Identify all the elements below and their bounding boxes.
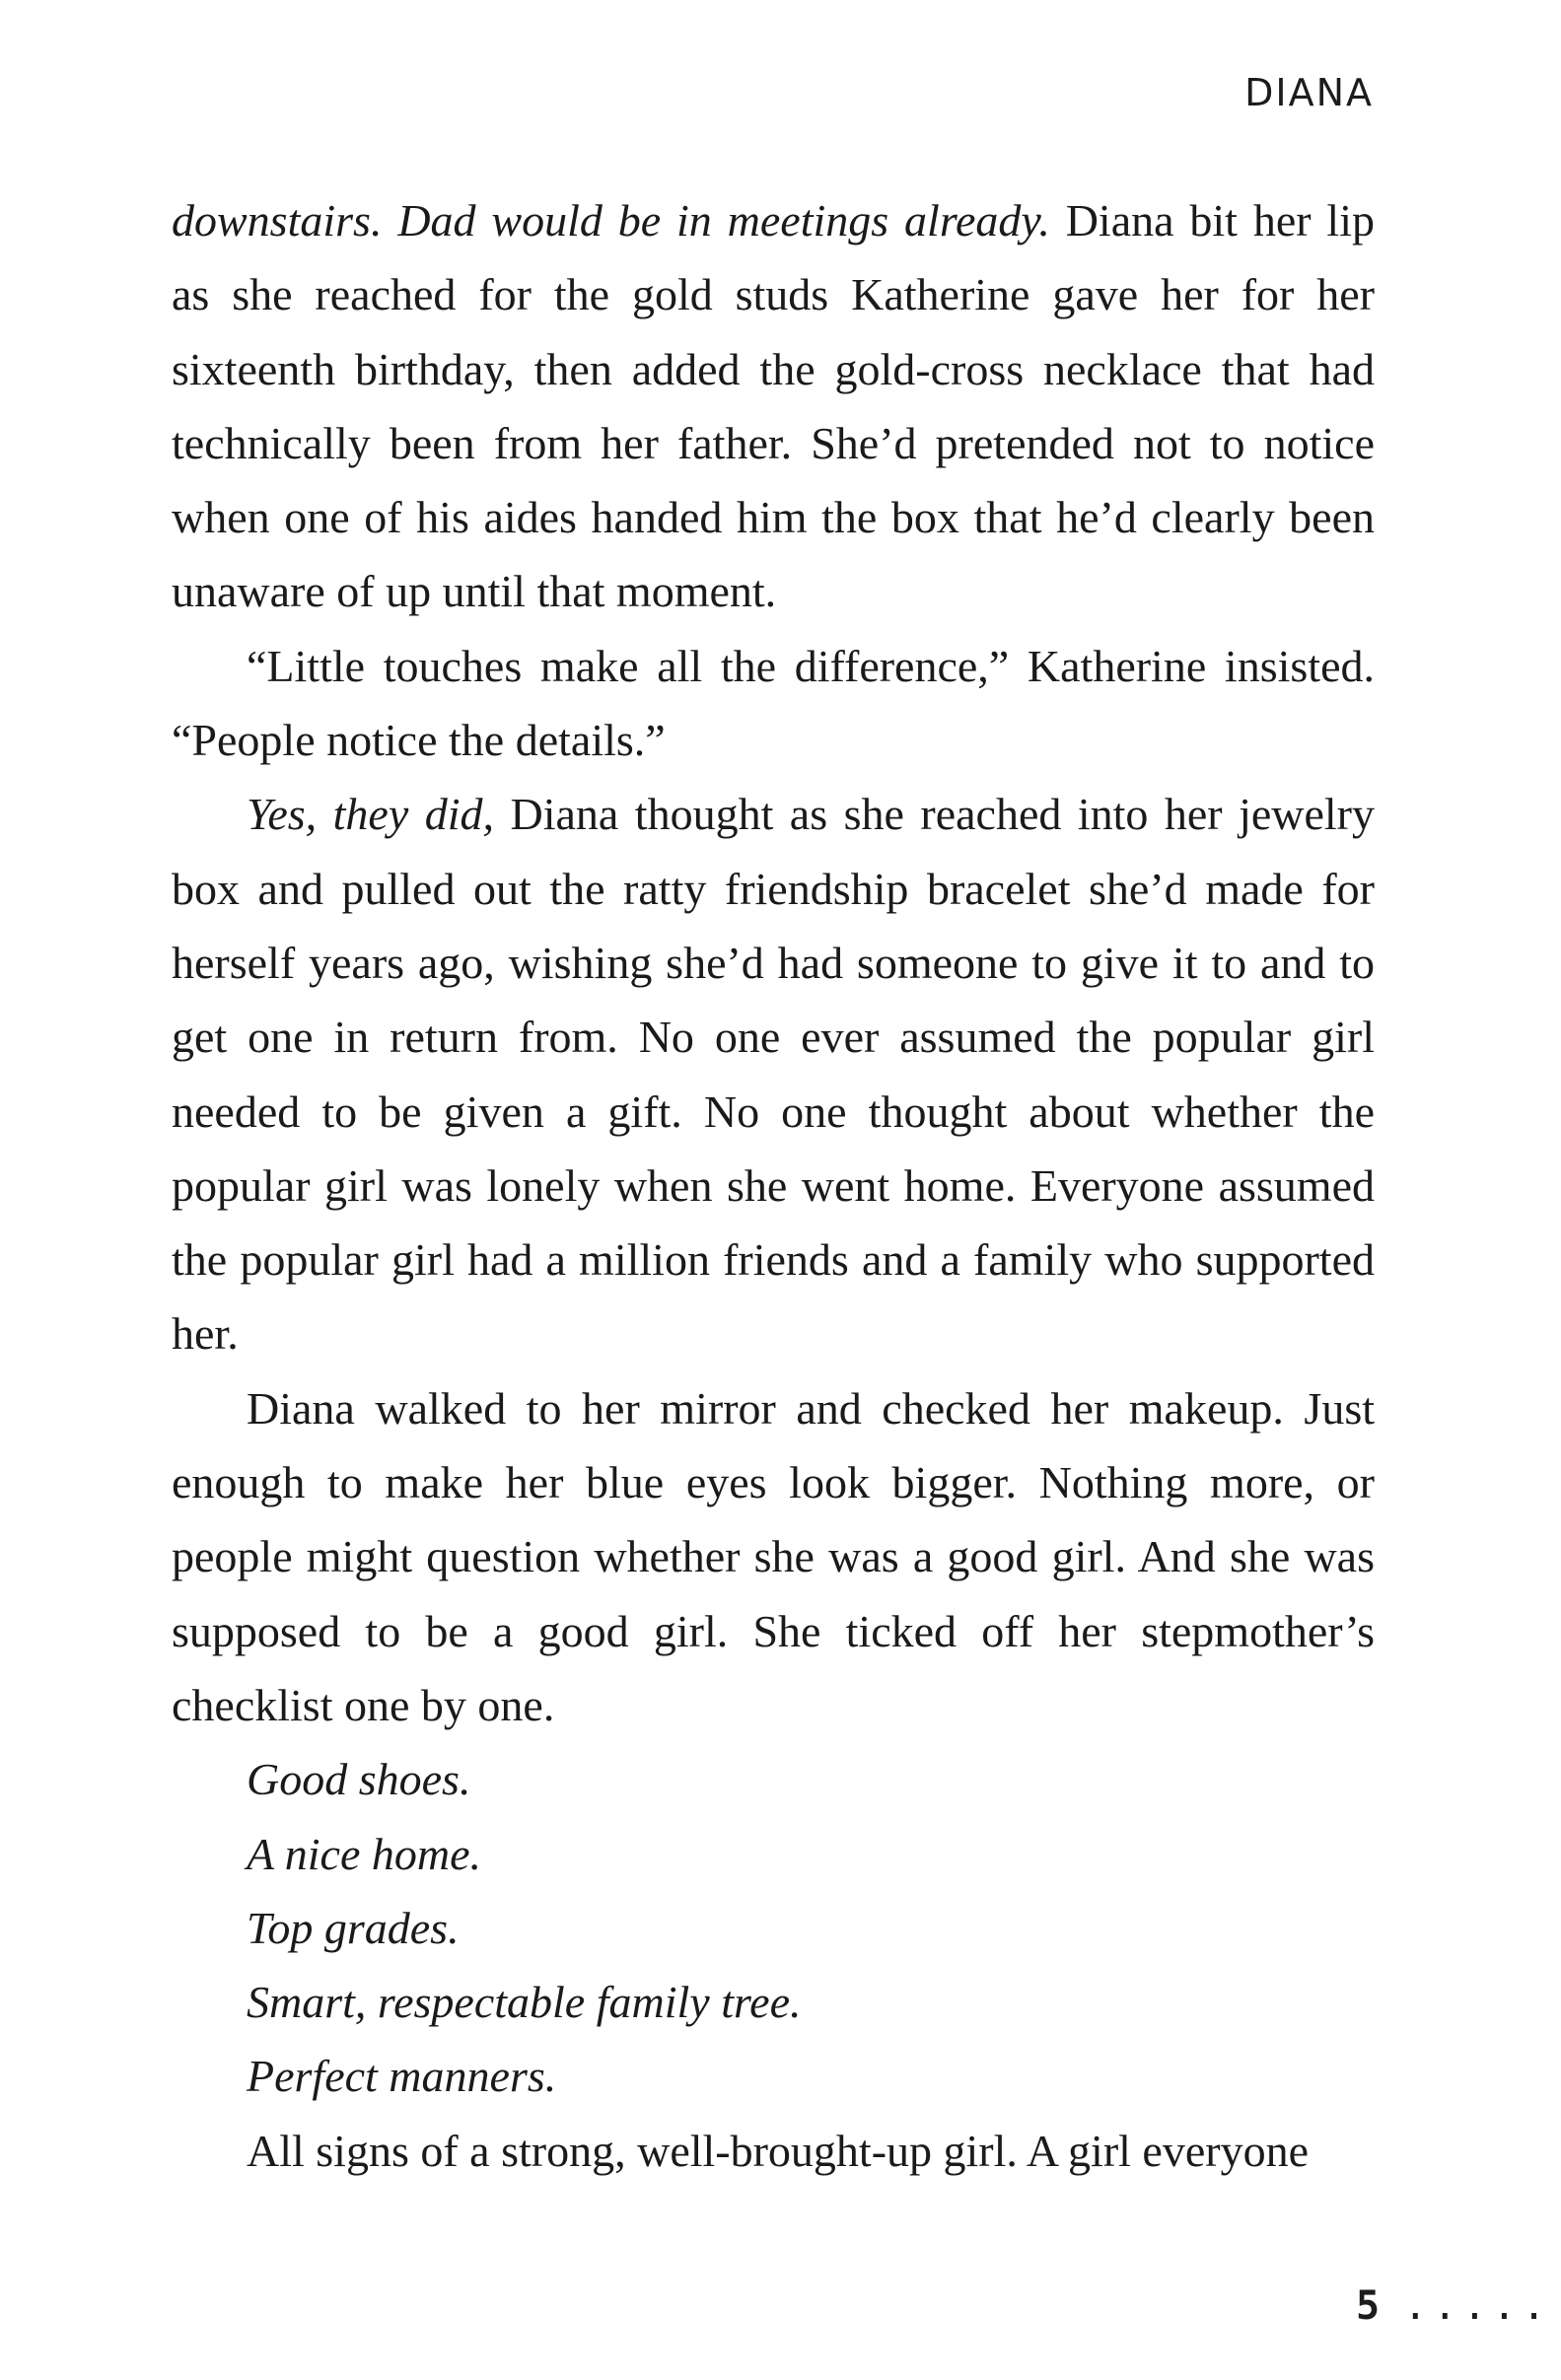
page-number: 5: [1356, 2283, 1381, 2329]
checklist-item: Top grades.: [247, 1902, 460, 1953]
running-head: DIANA: [1244, 71, 1374, 114]
paragraph-1: [172, 183, 1375, 629]
checklist-item: Smart, respectable family tree.: [247, 1977, 802, 2028]
footer-dots: .....: [1403, 2283, 1552, 2329]
paragraph-1-italic: downstairs. Dad would be in meetings already.: [172, 195, 1050, 245]
paragraph-3-italic: Yes, they did,: [247, 789, 495, 840]
checklist-item: Good shoes.: [247, 1754, 471, 1805]
paragraph-2: “Little touches make all the difference,” Katherine insisted. “People notice the details.”: [172, 640, 1375, 766]
paragraph-4: Diana walked to her mirror and checked her makeup. Just enough to make her blue eyes look bigger. Nothing more, or people might question whether she was a good girl. And she was supposed to be a good girl. She ticked off her stepmother’s checklist one by one.: [172, 1382, 1375, 1730]
paragraph-1-text: Diana bit her lip as she reached for the gold studs Katherine gave her for her sixteenth birthday, then added the gold-cross necklace that had technically been from her father. She’d pretended not to notice when one of his aides handed him the box that he’d clearly been unaware of up until that moment.: [172, 195, 1375, 617]
checklist-item: A nice home.: [247, 1828, 482, 1879]
page-footer: [1356, 2283, 1552, 2329]
closing-paragraph: All signs of a strong, well-brought-up girl. A girl everyone: [247, 2125, 1310, 2176]
paragraph-3-text: Diana thought as she reached into her jewelry box and pulled out the ratty friendship bracelet she’d made for herself years ago, wishing she’d had someone to give it to and to get one in return from. No one ever assumed the popular girl needed to be given a gift. No one thought about whether the popular girl was lonely when she went home. Everyone assumed the popular girl had a million friends and a family who supported her.: [172, 789, 1375, 1360]
paragraph-3: [172, 777, 1375, 1370]
checklist-item: Perfect manners.: [247, 2051, 557, 2102]
body-text: [172, 183, 1375, 2188]
